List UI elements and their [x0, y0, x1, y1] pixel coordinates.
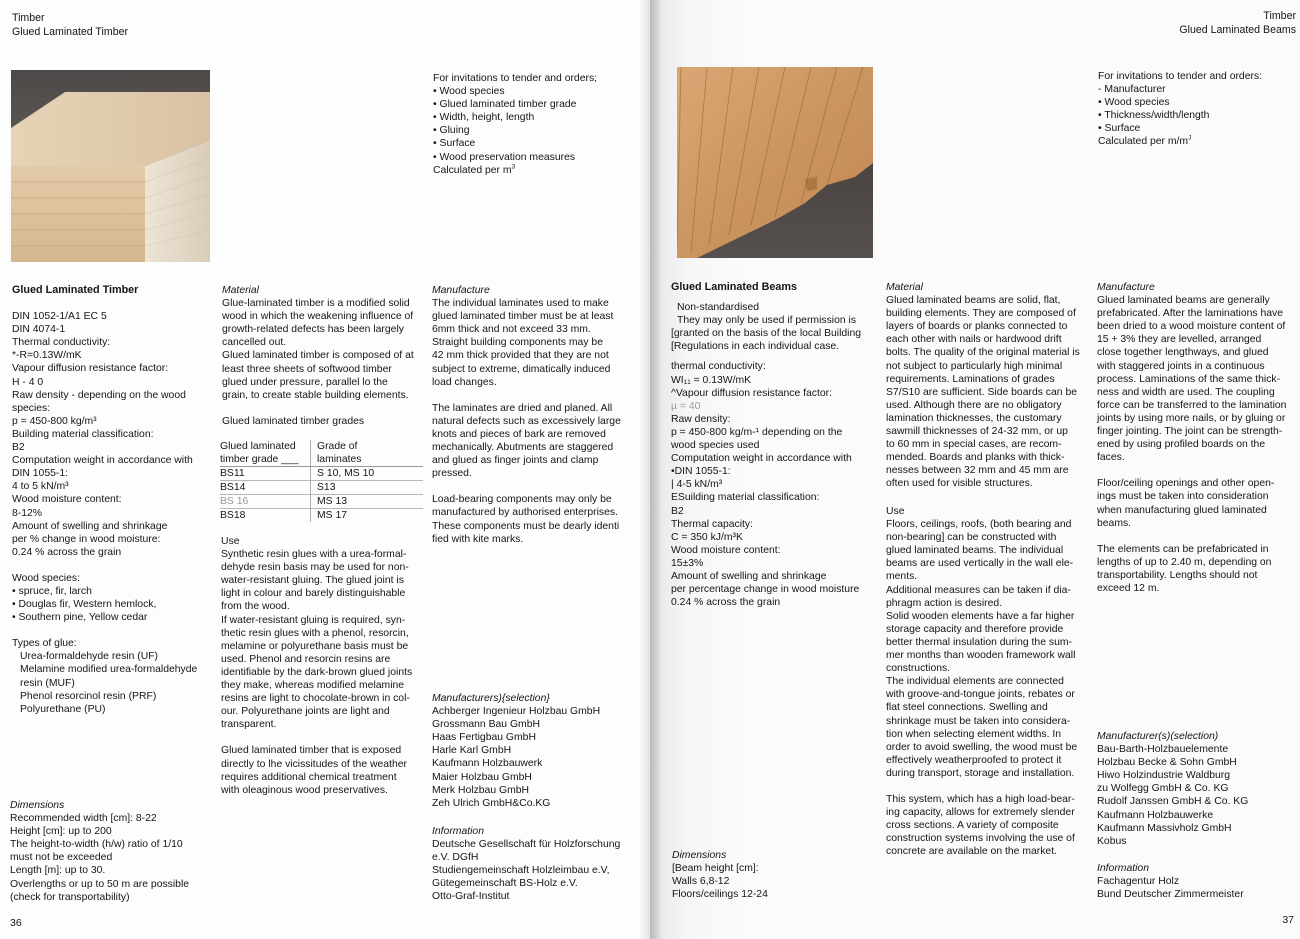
spec-line: Wood moisture content: — [671, 544, 781, 556]
header-line-1: Timber — [12, 12, 45, 24]
text-line: requires additional chemical treatment — [221, 771, 397, 783]
species-title: Wood species: — [12, 572, 80, 584]
text-line: natural defects such as excessively large — [432, 415, 621, 427]
section-title: Material — [886, 282, 923, 293]
left-specs — [12, 284, 197, 716]
grades-title: Glued laminated timber grades — [222, 415, 365, 427]
text-line: cross sections. A variety of composite — [886, 820, 1059, 832]
dimension-line: [Beam height [cm]: — [672, 863, 759, 875]
right-use — [886, 505, 1077, 858]
tender-calc-text: Calculated per m — [433, 164, 512, 176]
tender-item: • Surface — [1098, 123, 1141, 135]
text-line: flat steel connections. Swelling and — [886, 702, 1048, 714]
text-line: Glued laminated timber that is exposed — [221, 745, 402, 757]
text-line: grain, to create stable building elements. — [222, 389, 409, 401]
dimension-line: Overlengths or up to 50 m are possible — [10, 878, 190, 890]
text-line: exceed 12 m. — [1097, 582, 1160, 594]
right-dimensions — [672, 849, 768, 901]
text-line: pressed. — [432, 468, 472, 480]
table-row — [220, 509, 423, 522]
text-line: Glued laminated beams are solid, flat, — [886, 295, 1061, 307]
text-line: when manufacturing glued laminated — [1097, 504, 1267, 516]
text-line: dehyde resin basis may be used for non- — [221, 562, 409, 574]
grades-head-cell: laminates — [317, 454, 362, 465]
tender-intro: For invitations to tender and orders; — [433, 73, 598, 84]
text-line: with oleaginous wood preservatives. — [221, 784, 388, 796]
glulam-beam-photo — [677, 67, 873, 258]
text-line: effectively weatherproofed to protect it — [886, 754, 1062, 766]
section-title: Information — [1097, 863, 1149, 874]
text-line: least three sheets of softwood timber — [222, 363, 392, 375]
text-line: Solid wooden elements have a far higher — [886, 610, 1075, 622]
text-line: and glued as finger joints and clamp — [432, 455, 599, 467]
right-manufacture — [1097, 281, 1286, 595]
right-specs — [671, 281, 861, 609]
spec-line: [Regulations in each individual case. — [671, 341, 840, 353]
dimension-line: The height-to-width (h/w) ratio of 1/10 — [10, 839, 183, 851]
spec-line: 0.24 % across the grain — [671, 597, 781, 609]
text-line: These components must be dearly identi — [432, 520, 620, 532]
tender-calc — [433, 164, 597, 177]
dimension-line: (check for transportability) — [10, 891, 130, 903]
book-gutter — [640, 0, 660, 939]
text-line: Load-bearing components may only be — [432, 494, 612, 506]
spec-line: 15±3% — [671, 557, 704, 569]
text-line: fied with kite marks. — [432, 533, 524, 545]
text-line: beams are used vertically in the wall ele- — [886, 558, 1074, 570]
species-item: • Douglas fir, Western hemlock, — [12, 599, 157, 611]
spec-line: Building material classification: — [12, 428, 154, 440]
list-item: Studiengemeinschaft Holzleimbau e.V, — [432, 865, 610, 877]
section-title: Glued Laminated Beams — [671, 281, 797, 293]
header-line-1: Timber — [1263, 10, 1296, 22]
spec-line: 4 to 5 kN/m³ — [12, 481, 69, 493]
list-item: Holzbau Becke & Sohn GmbH — [1097, 757, 1237, 769]
species-item: • spruce, fir, larch — [12, 585, 92, 597]
text-line: identifiable by the dark-brown glued joints — [221, 666, 413, 678]
text-line: sawmill thicknesses of 24-32 mm, or up — [886, 426, 1068, 438]
spec-line: Computation weight in accordance with — [671, 453, 852, 465]
text-line: ments. — [886, 571, 918, 583]
text-line: used. Phenol and resorcin resins are — [221, 653, 391, 665]
text-line: joints by using more nails, or by gluing or — [1097, 412, 1286, 424]
left-manufacturers — [432, 692, 600, 810]
list-item: Otto-Graf-Institut — [432, 891, 510, 903]
section-title: Glued Laminated Timber — [12, 284, 139, 296]
list-item: Rudolf Janssen GmbH & Co. KG — [1097, 796, 1249, 808]
spec-line: Raw density - depending on the wood — [12, 389, 186, 401]
text-line: been dried to a wood moisture content of — [1097, 321, 1286, 333]
text-line: transportability. Lengths should not — [1097, 569, 1258, 581]
text-line: constructions. — [886, 663, 951, 675]
grades-head-cell: Grade of — [317, 441, 358, 452]
page-number: 36 — [10, 917, 22, 929]
text-line: often used for visible structures. — [886, 478, 1033, 490]
text-line: Glue-laminated timber is a modified solid — [222, 298, 410, 310]
grade-cell: BS 16 — [220, 496, 249, 507]
section-title: Material — [222, 285, 259, 296]
text-line: mended. Boards and planks with thick- — [886, 452, 1065, 464]
text-line: cancelled out. — [222, 337, 287, 349]
spec-line: Amount of swelling and shrinkage — [12, 520, 168, 532]
left-running-header — [12, 11, 128, 39]
spec-line: Wood moisture content: — [12, 494, 122, 506]
text-line: mer months than wooden framework wall — [886, 650, 1076, 662]
text-line: not subject to particularly high minimal — [886, 360, 1063, 372]
section-title: Information — [432, 826, 484, 837]
spec-line: [granted on the basis of the local Building — [671, 328, 862, 340]
dimension-line: Height [cm]: up to 200 — [10, 826, 112, 838]
tender-item: • Wood preservation measures — [433, 151, 576, 163]
list-item: Harle Karl GmbH — [432, 745, 512, 757]
glue-item: Phenol resorcinol resin (PRF) — [20, 690, 157, 702]
dimension-line: Length [m]: up to 30. — [10, 865, 106, 877]
glue-item: Polyurethane (PU) — [20, 703, 106, 715]
list-item: Merk Holzbau GmbH — [432, 784, 530, 796]
spec-line: thermal conductivity: — [671, 361, 766, 373]
text-line: The individual elements are connected — [886, 676, 1064, 688]
list-item: Achberger Ingenieur Holzbau GmbH — [432, 706, 601, 718]
text-line: shrinkage must be taken into considera- — [886, 715, 1071, 727]
text-line: The elements can be prefabricated in — [1097, 543, 1269, 555]
spec-line: WI₁₁ = 0.13W/mK — [671, 374, 752, 386]
table-row — [220, 467, 423, 481]
text-line: glued laminated timber must be at least — [432, 311, 614, 323]
spec-line: wood species used — [671, 440, 760, 452]
text-line: ened by using profiled boards on the — [1097, 439, 1266, 451]
spec-line: Thermal capacity: — [671, 518, 753, 530]
spec-line: species: — [12, 402, 51, 414]
table-row — [220, 481, 423, 495]
dimension-line: Walls 6,8-12 — [672, 876, 730, 888]
list-item: Deutsche Gesellschaft für Holzforschung — [432, 839, 621, 851]
glue-item: Urea-formaldehyde resin (UF) — [20, 651, 159, 663]
text-line: Straight building components may be — [432, 337, 603, 349]
table-row — [220, 495, 423, 509]
tender-calc-sup: J — [1188, 135, 1192, 142]
spec-line: C = 350 kJ/m³K — [671, 531, 743, 543]
tender-item: - Manufacturer — [1098, 84, 1166, 96]
text-line: with staggered joints in a continuous — [1097, 360, 1265, 372]
text-line: melamine or polyurethane basis must be — [221, 640, 409, 652]
right-information — [1097, 862, 1244, 901]
section-title: Use — [886, 506, 905, 517]
text-line: requirements. Laminations of grades — [886, 373, 1055, 385]
laminate-cell: MS 17 — [310, 509, 423, 522]
text-line: faces. — [1097, 452, 1125, 464]
tender-item: • Width, height, length — [433, 112, 535, 124]
header-line-2: Glued Laminated Timber — [12, 26, 129, 38]
text-line: concrete are available on the market. — [886, 846, 1057, 858]
text-line: phragm action is desired. — [886, 597, 1003, 609]
text-line: The laminates are dried and planed. All — [432, 402, 613, 414]
list-item: Kaufmann Holzbauwerke — [1097, 809, 1214, 821]
spec-line: Vapour diffusion resistance factor: — [12, 363, 169, 375]
spec-line: Thermal conductivity: — [12, 337, 111, 349]
text-line: lengths of up to 2.40 m, depending on — [1097, 556, 1272, 568]
tender-intro: For invitations to tender and orders: — [1098, 71, 1263, 82]
text-line: 42 mm thick provided that they are not — [432, 350, 609, 362]
text-line: each other with nails or hardwood drift — [886, 334, 1062, 346]
tender-item: • Surface — [433, 138, 476, 150]
section-title: Dimensions — [10, 800, 65, 811]
text-line: wood in which the weakening influence of — [222, 311, 414, 323]
text-line: better thermal insulation during the sum- — [886, 636, 1072, 648]
text-line: force can be transferred to the lamination — [1097, 399, 1287, 411]
text-line: tion when selecting element widths. In — [886, 728, 1062, 740]
left-tender-list — [433, 72, 597, 177]
text-line: The individual laminates used to make — [432, 298, 609, 310]
spec-line: Computation weight in accordance with — [12, 455, 193, 467]
spec-line: •DIN 1055-1: — [671, 466, 731, 478]
text-line: to 60 mm in special cases, are recom- — [886, 439, 1062, 451]
text-line: water-resistant gluing. The glued joint is — [221, 575, 404, 587]
text-line: 15 + 3% they are levelled, arranged — [1097, 334, 1262, 346]
spec-line: Raw density: — [671, 413, 731, 425]
tender-item: • Wood species — [433, 86, 505, 98]
tender-calc — [1098, 135, 1262, 148]
text-line: storage capacity and therefore provide — [886, 623, 1064, 635]
header-line-2: Glued Laminated Beams — [1179, 24, 1296, 36]
glue-item: Melamine modified urea-formaldehyde — [20, 664, 198, 676]
tender-item: • Thickness/width/length — [1098, 110, 1210, 122]
text-line: layers of boards or planks connected to — [886, 321, 1068, 333]
dimension-line: Recommended width [cm]: 8-22 — [10, 813, 157, 825]
text-line: 6mm thick and not exceed 33 mm. — [432, 324, 591, 336]
list-item: Bau-Barth-Holzbauelemente — [1097, 744, 1229, 756]
text-line: lamination thicknesses, the customary — [886, 412, 1062, 424]
list-item: zu Wolfegg GmbH & Co. KG — [1097, 783, 1229, 795]
spec-line: per % change in wood moisture: — [12, 533, 161, 545]
spec-line: H - 4 0 — [12, 376, 44, 388]
left-dimensions — [10, 799, 189, 904]
dimension-line: must not be exceeded — [10, 852, 113, 864]
text-line: prefabricated. After the laminations have — [1097, 308, 1283, 320]
tender-calc-sup: 3 — [511, 163, 516, 171]
text-line: close together lengthways, and glued — [1097, 347, 1269, 359]
text-line: nesses between 32 mm and 45 mm are — [886, 465, 1069, 477]
grades-table — [220, 440, 423, 522]
page-number: 37 — [1282, 914, 1294, 926]
spec-line: *‑R=0.13W/mK — [12, 350, 82, 362]
spec-line: µ = 40 — [671, 400, 701, 412]
tender-item: • Gluing — [433, 125, 470, 137]
spec-line: per percentage change in wood moisture — [671, 584, 860, 596]
text-line: building elements. They are composed of — [886, 308, 1076, 320]
text-line: mechanically. Abutments are staggered — [432, 442, 614, 454]
text-line: bolts. The quality of the original material is — [886, 347, 1080, 359]
section-title: Manufacture — [432, 285, 490, 296]
section-title: Dimensions — [672, 850, 727, 861]
text-line: Glued laminated timber is composed of at — [222, 350, 414, 362]
text-line: ness and width are used. The coupling — [1097, 386, 1275, 398]
text-line: knots and pieces of bark are removed — [432, 428, 606, 440]
spec-line: B2 — [12, 442, 25, 454]
grades-head-cell: Glued laminated — [220, 441, 296, 452]
spec-line: p = 450-800 kg/m-¹ depending on the — [671, 426, 843, 438]
text-line: directly to lhe vicissitudes of the weather — [221, 758, 407, 770]
spec-line: DIN 4074-1 — [12, 324, 66, 336]
list-item: Bund Deutscher Zimmermeister — [1097, 889, 1244, 901]
section-title: Manufacturers){selection} — [432, 693, 550, 704]
list-item: Zeh Ulrich GmbH&Co.KG — [432, 797, 551, 809]
left-manufacture — [432, 284, 621, 546]
laminate-cell: MS 13 — [310, 495, 423, 508]
section-title: Manufacturer(s)(selection) — [1097, 731, 1219, 742]
grade-cell: BS14 — [220, 482, 246, 493]
list-item: Hiwo Holzindustrie Waldburg — [1097, 770, 1231, 782]
list-item: Haas Fertigbau GmbH — [432, 732, 536, 744]
text-line: construction systems involving the use of — [886, 833, 1075, 845]
text-line: thetic resin glues with a phenol, resorcin, — [221, 627, 409, 639]
text-line: glued under pressure, parallel lo the — [222, 376, 388, 388]
right-page — [650, 0, 1300, 939]
spec-line: 8-12% — [12, 507, 43, 519]
text-line: If water-resistant gluing is required, syn- — [221, 614, 406, 626]
text-line: Floors, ceilings, roofs, (both bearing and — [886, 519, 1072, 531]
glulam-timber-photo — [11, 70, 210, 262]
list-item: Fachagentur Holz — [1097, 876, 1180, 888]
tender-item: • Glued laminated timber grade — [433, 99, 577, 111]
text-line: during transport, storage and installation. — [886, 767, 1075, 779]
text-line: non-bearing] can be constructed with — [886, 532, 1057, 544]
text-line: Additional measures can be taken if dia- — [886, 584, 1071, 596]
text-line: S7/S10 are sufficient. Side boards can be — [886, 386, 1078, 398]
text-line: resins are light to chocolate-brown in col- — [221, 693, 410, 705]
list-item: Grossmann Bau GmbH — [432, 719, 540, 731]
spec-line: DIN 1055-1: — [12, 468, 69, 480]
text-line: This system, which has a high load-bear- — [886, 793, 1075, 805]
species-item: • Southern pine, Yellow cedar — [12, 612, 148, 624]
text-line: from the wood. — [221, 601, 290, 613]
grade-cell: BS11 — [220, 468, 245, 479]
grades-header-row — [220, 440, 423, 467]
text-line: glued laminated beams. The individual — [886, 545, 1064, 557]
list-item: Kaufmann Massivholz GmbH — [1097, 822, 1232, 834]
list-item: Kaufmann Holzbauwerk — [432, 758, 543, 770]
left-material — [222, 284, 414, 428]
text-line: load changes. — [432, 376, 497, 388]
glue-item: resin (MUF) — [20, 677, 75, 689]
spec-line: Non-standardised — [677, 302, 760, 314]
text-line: Glued laminated beams are generally — [1097, 295, 1270, 307]
text-line: our. Polyurethane joints are light and — [221, 706, 390, 718]
section-title: Manufacture — [1097, 282, 1155, 293]
laminate-cell: S 10, MS 10 — [310, 467, 423, 480]
spec-line: | 4-5 kN/m³ — [671, 479, 723, 491]
text-line: Floor/ceiling openings and other open- — [1097, 478, 1275, 490]
spec-line: ^Vapour diffusion resistance factor: — [671, 387, 833, 399]
list-item: e.V. DGfH — [432, 852, 479, 864]
text-line: with groove-and-tongue joints, rebates or — [886, 689, 1075, 701]
text-line: beams. — [1097, 517, 1132, 529]
left-use — [221, 535, 412, 797]
glue-title: Types of glue: — [12, 638, 77, 650]
spec-line: Amount of swelling and shrinkage — [671, 570, 827, 582]
spec-line: B2 — [671, 505, 684, 517]
text-line: transparent. — [221, 719, 277, 731]
right-tender-list — [1098, 70, 1262, 149]
text-line: they make, whereas modified melamine — [221, 680, 405, 692]
dimension-line: Floors/ceilings 12-24 — [672, 889, 768, 901]
grades-head-cell: timber grade ___ — [220, 454, 299, 465]
text-line: light in colour and barely distinguishable — [221, 588, 406, 600]
text-line: manufactured by authorised enterprises. — [432, 507, 618, 519]
tender-calc-text: Calculated per m/m — [1098, 136, 1189, 148]
spec-line: p = 450-800 kg/m³ — [12, 415, 97, 427]
spec-line: They may only be used if permission is — [677, 315, 857, 327]
section-title: Use — [221, 536, 240, 547]
grade-cell: BS18 — [220, 510, 246, 521]
text-line: ing capacity, allows for extremely slender — [886, 807, 1075, 819]
right-material — [886, 281, 1080, 491]
text-line: ings must be taken into consideration — [1097, 491, 1269, 503]
left-information — [432, 825, 620, 904]
text-line: order to avoid swelling, the wood must be — [886, 741, 1078, 753]
right-running-header — [1179, 9, 1296, 37]
list-item: Kobus — [1097, 835, 1127, 847]
spec-line: ESuilding material classification: — [671, 492, 820, 504]
spec-line: DIN 1052-1/A1 EC 5 — [12, 311, 107, 323]
spec-line: 0.24 % across the grain — [12, 546, 122, 558]
text-line: Synthetic resin glues with a urea-formal- — [221, 549, 407, 561]
list-item: Maier Holzbau GmbH — [432, 771, 532, 783]
text-line: process. Laminations of the same thick- — [1097, 373, 1281, 385]
tender-item: • Wood species — [1098, 97, 1170, 109]
text-line: finger jointing. The joint can be strength- — [1097, 426, 1283, 438]
laminate-cell: S13 — [310, 481, 423, 494]
list-item: Gütegemeinschaft BS-Holz e.V. — [432, 878, 578, 890]
right-manufacturers — [1097, 730, 1248, 848]
text-line: used. Although there are no obligatory — [886, 399, 1062, 411]
text-line: growth-related defects has been largely — [222, 324, 404, 336]
text-line: subject to extreme, dimatically induced — [432, 363, 611, 375]
